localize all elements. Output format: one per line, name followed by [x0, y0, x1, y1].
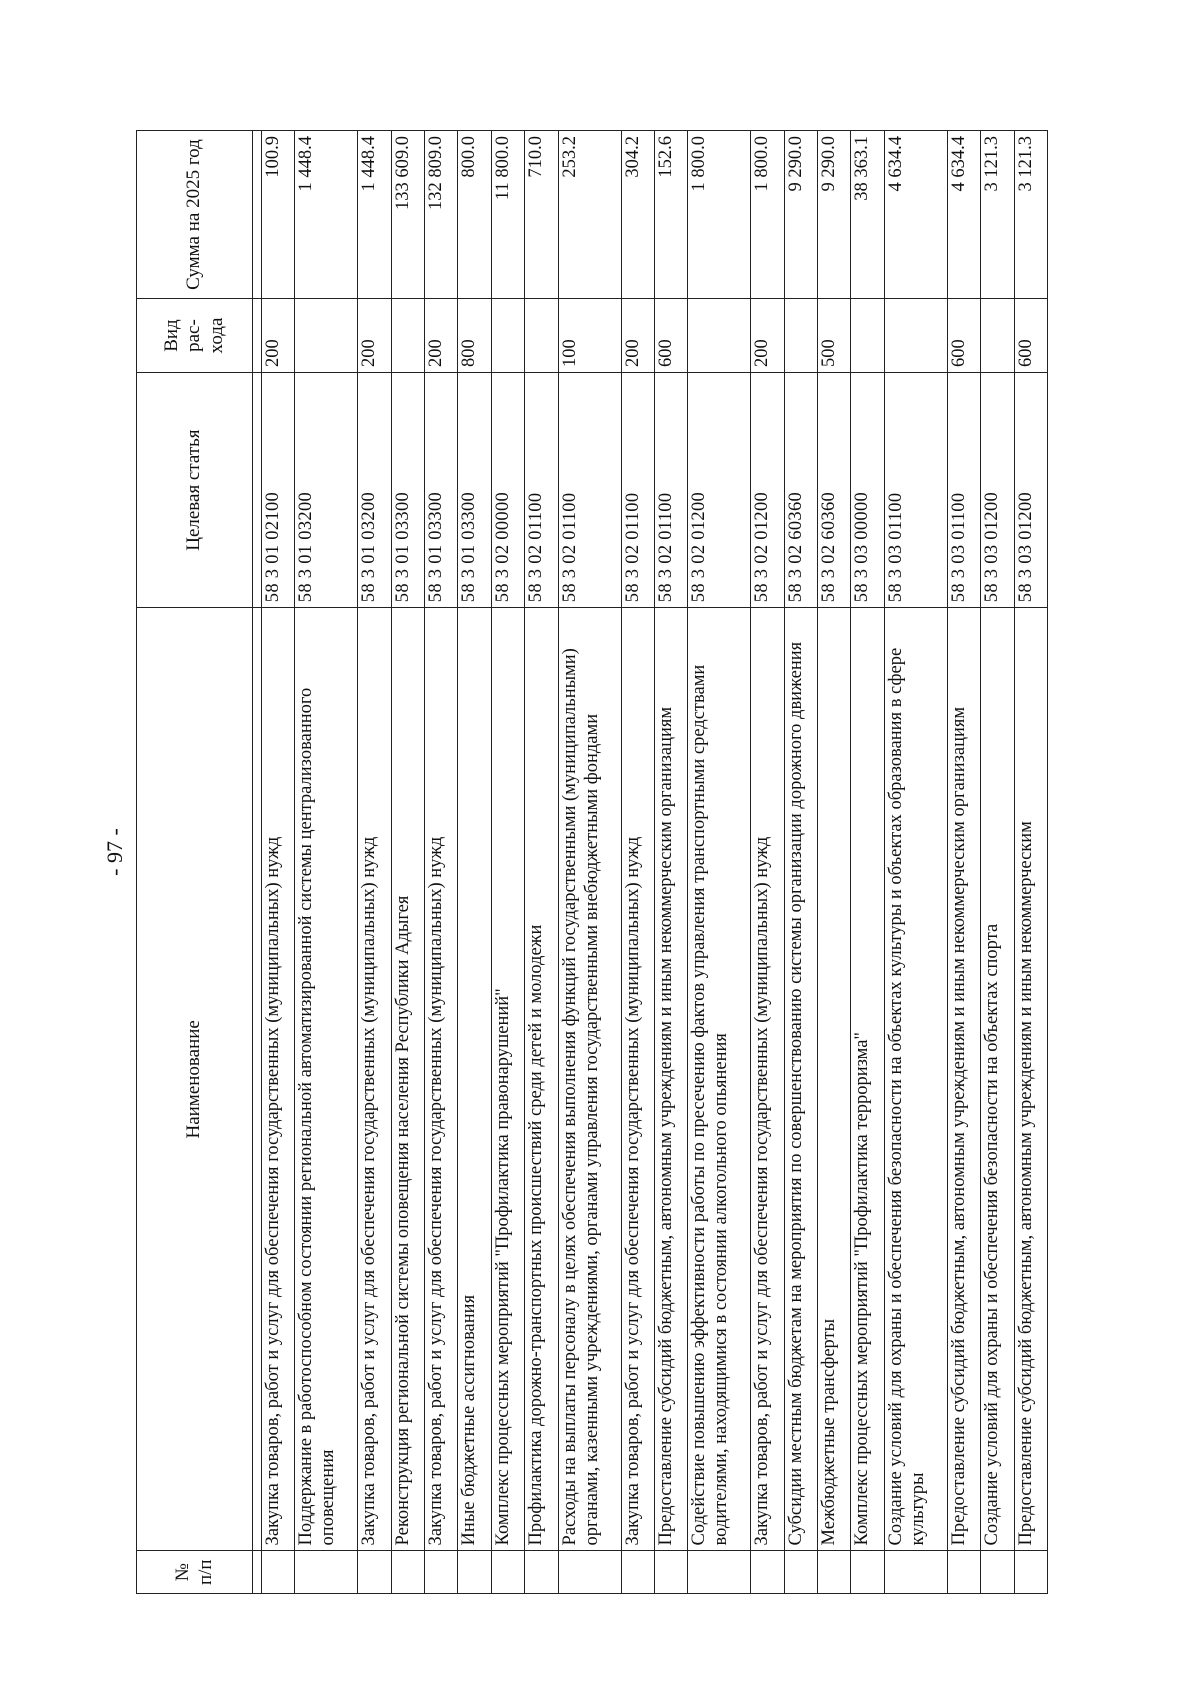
- cell-sum-2025: 800.0: [458, 131, 491, 299]
- cell-expense-type: [688, 299, 751, 373]
- cell-num: [688, 1551, 751, 1594]
- table-row: [621, 131, 654, 1594]
- cell-expense-type: [981, 299, 1014, 373]
- cell-target-code: 58 3 03 01200: [1014, 372, 1047, 607]
- page-number: - 97 -: [102, 828, 127, 876]
- cell-name: Закупка товаров, работ и услуг для обеспечения государственных (муниципальных) нужд: [751, 608, 784, 1551]
- cell-name: Закупка товаров, работ и услуг для обеспечения государственных (муниципальных) нужд: [621, 608, 654, 1551]
- cell-target-code: 58 3 01 03300: [458, 372, 491, 607]
- cell-name: Иные бюджетные ассигнования: [458, 608, 491, 1551]
- cell-expense-type: [525, 299, 558, 373]
- table-row: [947, 131, 980, 1594]
- cell-target-code: 58 3 02 01100: [525, 372, 558, 607]
- cell-sum-2025: 38 363.1: [851, 131, 884, 299]
- spacer-cell: [253, 608, 262, 1551]
- cell-expense-type: 200: [262, 299, 295, 373]
- spacer-cell: [253, 299, 262, 373]
- table-row: [818, 131, 851, 1594]
- cell-expense-type: [295, 299, 358, 373]
- table-row: [458, 131, 491, 1594]
- cell-target-code: 58 3 02 60360: [784, 372, 817, 607]
- cell-target-code: 58 3 03 01100: [884, 372, 947, 607]
- cell-target-code: 58 3 03 01100: [947, 372, 980, 607]
- cell-num: [425, 1551, 458, 1594]
- cell-expense-type: [851, 299, 884, 373]
- cell-sum-2025: 132 809.0: [425, 131, 458, 299]
- header-name: Наименование: [137, 608, 253, 1551]
- cell-name: Содействие повышению эффективности работы по пресечению фактов управления транспортными средствами водителями, находящимися в состоянии алкогольного опьянения: [688, 608, 751, 1551]
- cell-name: Закупка товаров, работ и услуг для обеспечения государственных (муниципальных) нужд: [358, 608, 391, 1551]
- cell-expense-type: [391, 299, 424, 373]
- cell-sum-2025: 152.6: [654, 131, 687, 299]
- cell-target-code: 58 3 01 02100: [262, 372, 295, 607]
- cell-expense-type: 200: [358, 299, 391, 373]
- cell-target-code: 58 3 02 00000: [491, 372, 524, 607]
- cell-sum-2025: 3 121.3: [1014, 131, 1047, 299]
- cell-sum-2025: 1 800.0: [688, 131, 751, 299]
- cell-sum-2025: 4 634.4: [947, 131, 980, 299]
- cell-name: Закупка товаров, работ и услуг для обеспечения государственных (муниципальных) нужд: [425, 608, 458, 1551]
- table-row: [425, 131, 458, 1594]
- header-num: № п/п: [137, 1551, 253, 1594]
- table-row: [295, 131, 358, 1594]
- cell-name: Комплекс процессных мероприятий "Профилактика правонарушений": [491, 608, 524, 1551]
- cell-num: [391, 1551, 424, 1594]
- table-row: [981, 131, 1014, 1594]
- cell-target-code: 58 3 03 01200: [981, 372, 1014, 607]
- cell-target-code: 58 3 02 01200: [751, 372, 784, 607]
- cell-target-code: 58 3 02 01100: [621, 372, 654, 607]
- table-row: [262, 131, 295, 1594]
- cell-sum-2025: 9 290.0: [818, 131, 851, 299]
- table-row: [751, 131, 784, 1594]
- table-row: [358, 131, 391, 1594]
- cell-name: Предоставление субсидий бюджетным, автономным учреждениям и иным некоммерческим: [1014, 608, 1047, 1551]
- cell-num: [947, 1551, 980, 1594]
- header-code: Целевая статья: [137, 372, 253, 607]
- cell-expense-type: 100: [558, 299, 621, 373]
- cell-target-code: 58 3 01 03200: [295, 372, 358, 607]
- table-row: [558, 131, 621, 1594]
- cell-expense-type: 200: [425, 299, 458, 373]
- cell-sum-2025: 9 290.0: [784, 131, 817, 299]
- cell-sum-2025: 304.2: [621, 131, 654, 299]
- cell-name: Расходы на выплаты персоналу в целях обеспечения выполнения функций государственными (муниципальными) органами, казенными учреждениями, органами управления государственными внебюджетными фондами: [558, 608, 621, 1551]
- cell-expense-type: 500: [818, 299, 851, 373]
- cell-target-code: 58 3 02 60360: [818, 372, 851, 607]
- spacer-cell: [253, 372, 262, 607]
- cell-target-code: 58 3 01 03200: [358, 372, 391, 607]
- table-row: [391, 131, 424, 1594]
- cell-name: Создание условий для охраны и обеспечения безопасности на объектах культуры и объектах образования в сфере культуры: [884, 608, 947, 1551]
- rotated-table-wrapper: [136, 130, 1048, 1594]
- cell-expense-type: [491, 299, 524, 373]
- cell-expense-type: 600: [654, 299, 687, 373]
- cell-num: [654, 1551, 687, 1594]
- table-row: [1014, 131, 1047, 1594]
- cell-num: [751, 1551, 784, 1594]
- cell-target-code: 58 3 02 01100: [654, 372, 687, 607]
- table-header: [137, 131, 253, 1594]
- header-type: Вид рас-хода: [137, 299, 253, 373]
- cell-expense-type: 800: [458, 299, 491, 373]
- cell-num: [1014, 1551, 1047, 1594]
- spacer-row: [253, 131, 262, 1594]
- cell-num: [295, 1551, 358, 1594]
- table-row: [491, 131, 524, 1594]
- cell-name: Межбюджетные трансферты: [818, 608, 851, 1551]
- cell-sum-2025: 253.2: [558, 131, 621, 299]
- spacer-cell: [253, 1551, 262, 1594]
- cell-num: [851, 1551, 884, 1594]
- cell-target-code: 58 3 03 00000: [851, 372, 884, 607]
- cell-target-code: 58 3 01 03300: [425, 372, 458, 607]
- cell-expense-type: [784, 299, 817, 373]
- budget-table: [136, 130, 1048, 1594]
- cell-num: [262, 1551, 295, 1594]
- cell-name: Поддержание в работоспособном состоянии региональной автоматизированной системы централизованного оповещения: [295, 608, 358, 1551]
- table-row: [525, 131, 558, 1594]
- cell-expense-type: 200: [621, 299, 654, 373]
- cell-sum-2025: 1 448.4: [295, 131, 358, 299]
- cell-target-code: 58 3 01 03300: [391, 372, 424, 607]
- table-row: [688, 131, 751, 1594]
- cell-num: [458, 1551, 491, 1594]
- cell-name: Предоставление субсидий бюджетным, автономным учреждениям и иным некоммерческим организациям: [654, 608, 687, 1551]
- cell-target-code: 58 3 02 01200: [688, 372, 751, 607]
- cell-sum-2025: 4 634.4: [884, 131, 947, 299]
- cell-name: Профилактика дорожно-транспортных происшествий среди детей и молодежи: [525, 608, 558, 1551]
- cell-expense-type: 200: [751, 299, 784, 373]
- cell-sum-2025: 710.0: [525, 131, 558, 299]
- cell-expense-type: [884, 299, 947, 373]
- cell-target-code: 58 3 02 01100: [558, 372, 621, 607]
- cell-num: [981, 1551, 1014, 1594]
- cell-sum-2025: 3 121.3: [981, 131, 1014, 299]
- table-row: [884, 131, 947, 1594]
- cell-num: [525, 1551, 558, 1594]
- cell-name: Реконструкция региональной системы оповещения населения Республики Адыгея: [391, 608, 424, 1551]
- cell-num: [491, 1551, 524, 1594]
- cell-sum-2025: 11 800.0: [491, 131, 524, 299]
- cell-num: [358, 1551, 391, 1594]
- header-sum: Сумма на 2025 год: [137, 131, 253, 299]
- cell-name: Предоставление субсидий бюджетным, автономным учреждениям и иным некоммерческим организациям: [947, 608, 980, 1551]
- cell-name: Субсидии местным бюджетам на мероприятия по совершенствованию системы организации дорожного движения: [784, 608, 817, 1551]
- cell-name: Комплекс процессных мероприятий "Профилактика терроризма": [851, 608, 884, 1551]
- table-row: [851, 131, 884, 1594]
- cell-sum-2025: 133 609.0: [391, 131, 424, 299]
- table-row: [654, 131, 687, 1594]
- cell-sum-2025: 100.9: [262, 131, 295, 299]
- cell-num: [621, 1551, 654, 1594]
- cell-expense-type: 600: [947, 299, 980, 373]
- cell-sum-2025: 1 800.0: [751, 131, 784, 299]
- cell-name: Закупка товаров, работ и услуг для обеспечения государственных (муниципальных) нужд: [262, 608, 295, 1551]
- table-row: [784, 131, 817, 1594]
- cell-num: [818, 1551, 851, 1594]
- cell-sum-2025: 1 448.4: [358, 131, 391, 299]
- cell-expense-type: 600: [1014, 299, 1047, 373]
- cell-num: [884, 1551, 947, 1594]
- table-body: [253, 131, 1048, 1594]
- spacer-cell: [253, 131, 262, 299]
- cell-num: [784, 1551, 817, 1594]
- cell-num: [558, 1551, 621, 1594]
- cell-name: Создание условий для охраны и обеспечения безопасности на объектах спорта: [981, 608, 1014, 1551]
